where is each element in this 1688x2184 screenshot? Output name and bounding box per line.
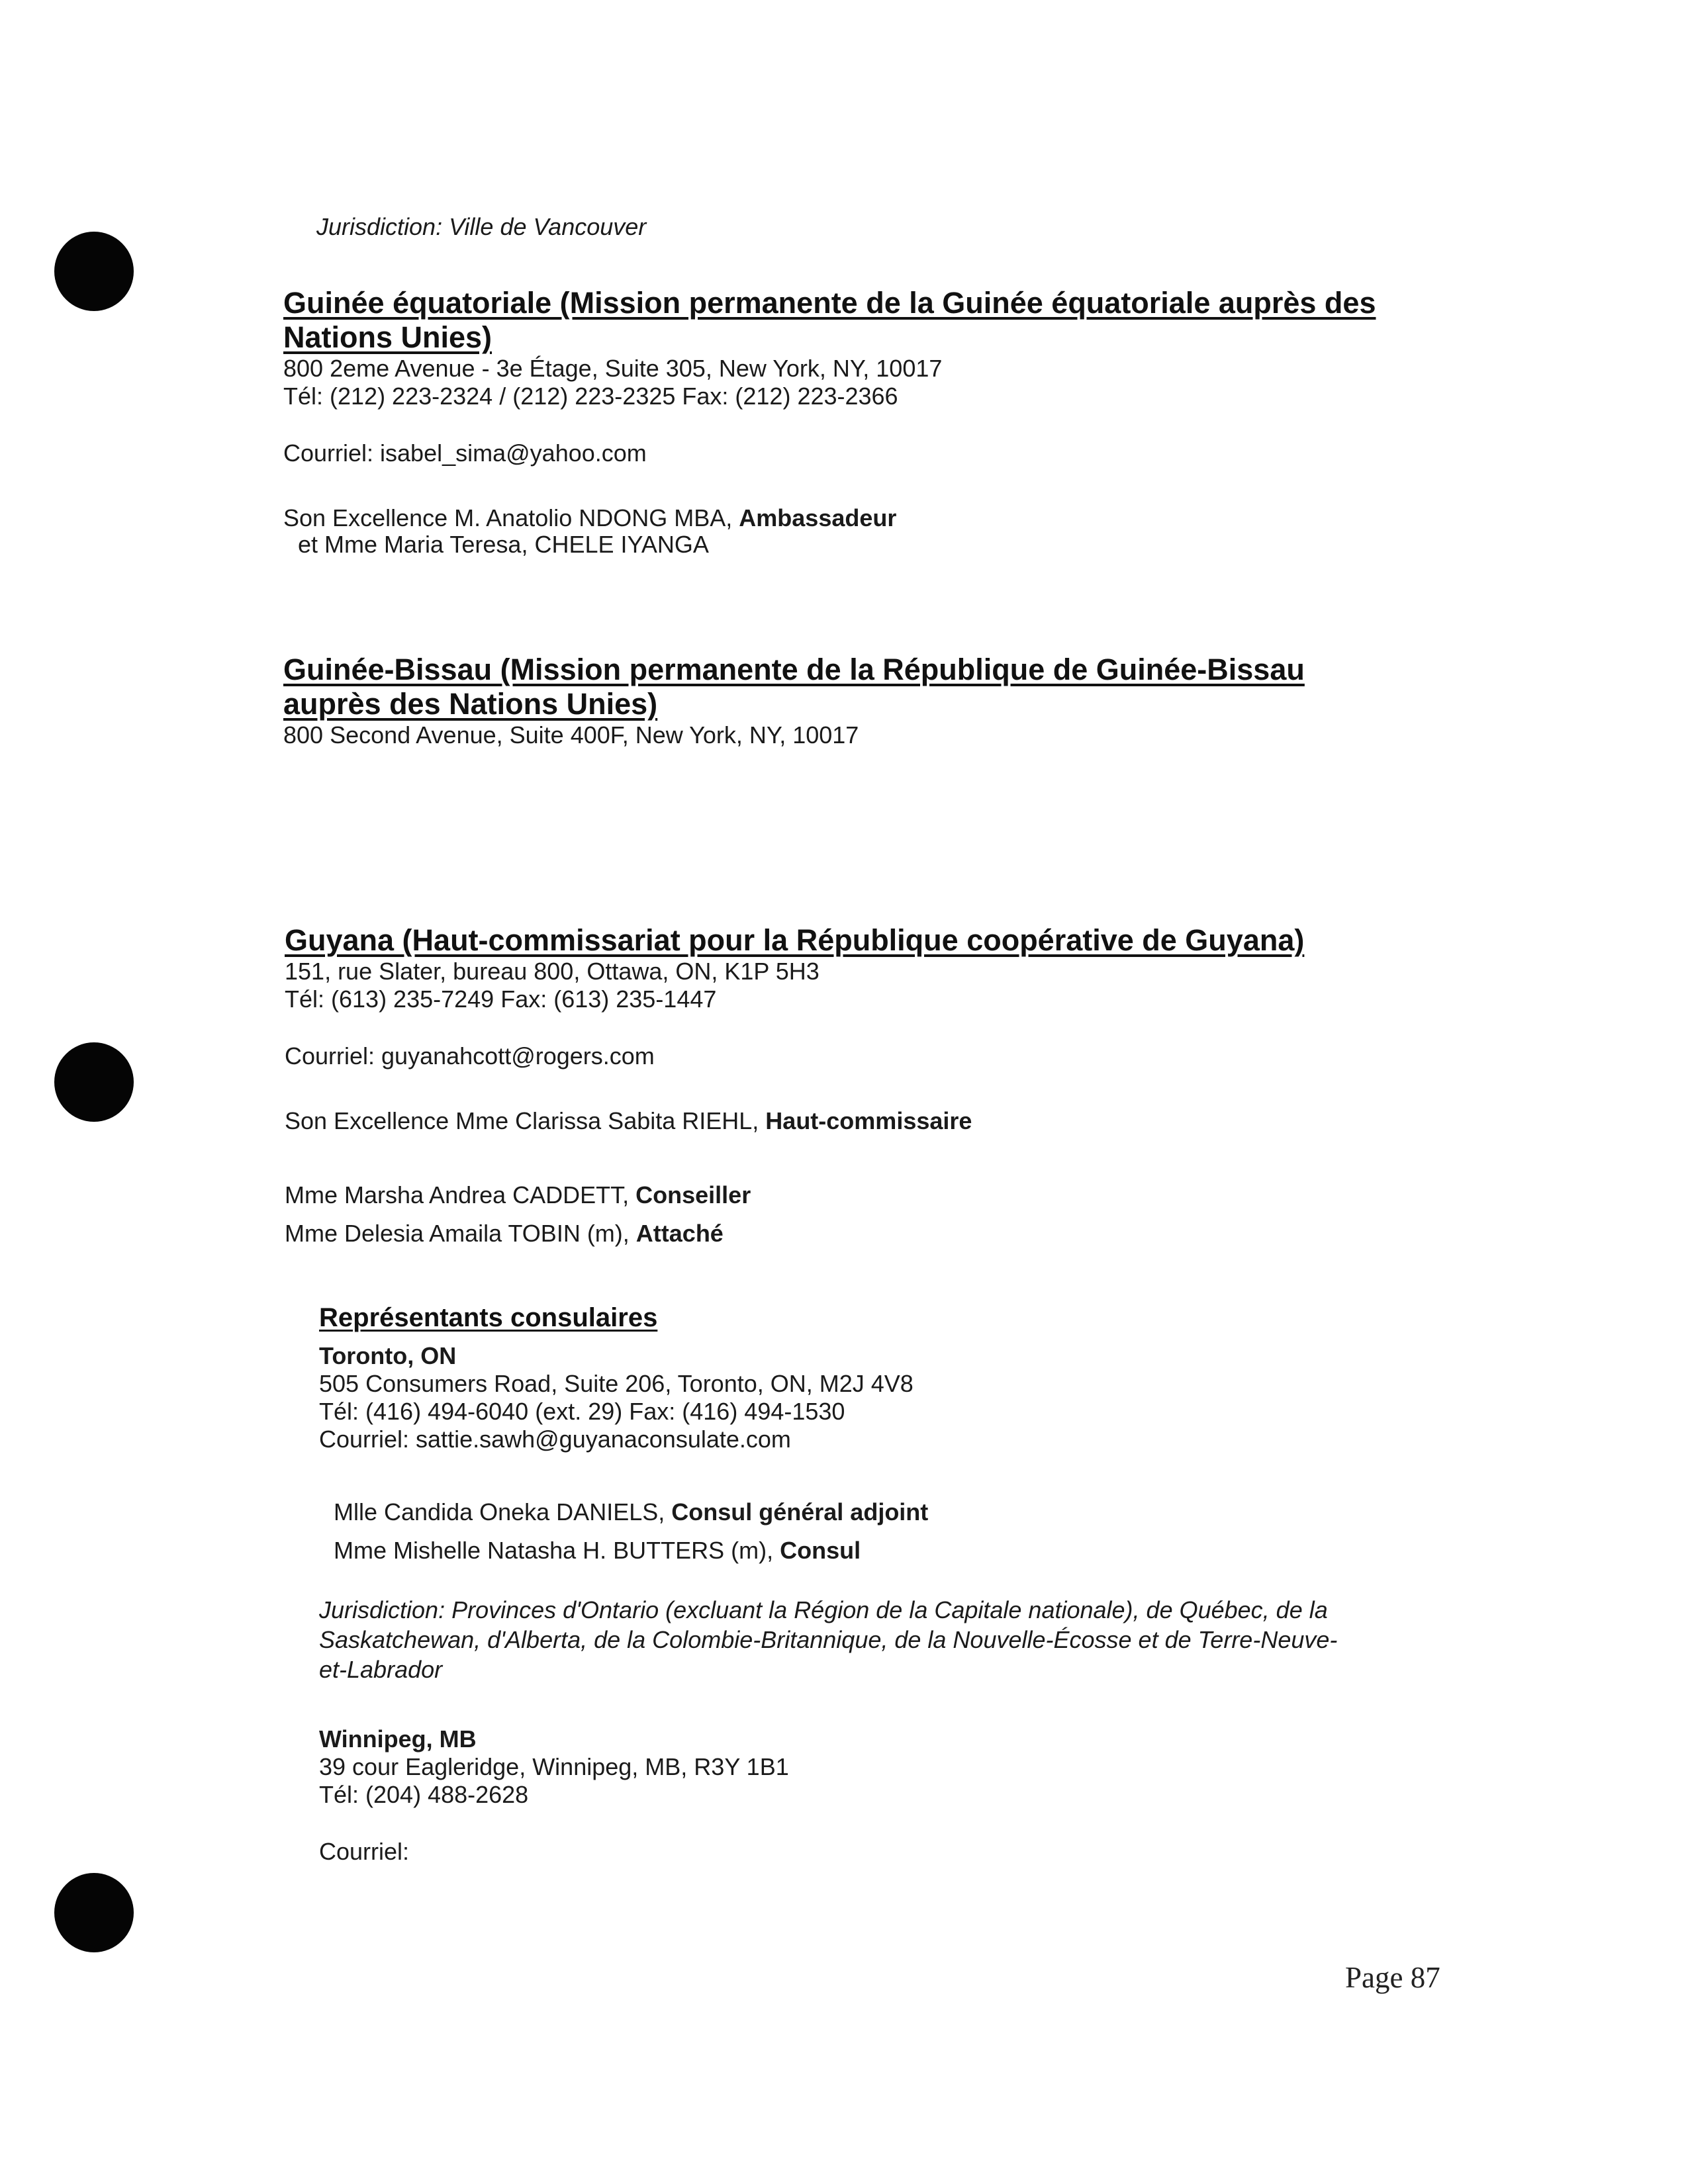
address: 151, rue Slater, bureau 800, Ottawa, ON, K1P 5H3 [285,958,820,985]
entry-heading [283,286,1442,355]
heading-line: Guinée-Bissau (Mission permanente de la République de Guinée-Bissau [283,653,1305,686]
person-title: Ambassadeur [739,504,897,531]
heading-line: Nations Unies) [283,320,492,354]
consular-section [319,1302,1444,1866]
office-email: Courriel: [319,1838,410,1865]
entry-heading [283,653,1442,721]
person-title: Haut-commissaire [765,1107,972,1134]
person-title: Conseiller [635,1181,751,1208]
top-jurisdiction: Jurisdiction: Ville de Vancouver [316,213,647,240]
office-phone-fax: Tél: (416) 494-6040 (ext. 29) Fax: (416) 494-1530 [319,1398,845,1425]
person-title: Consul général adjoint [671,1498,929,1525]
person-name: Son Excellence M. Anatolio NDONG MBA, [283,504,739,531]
consular-office-winnipeg [319,1725,1444,1866]
office-address: 39 cour Eagleridge, Winnipeg, MB, R3Y 1B1 [319,1753,789,1780]
person-name: Mme Marsha Andrea CADDETT, [285,1181,636,1208]
person-name: Son Excellence Mme Clarissa Sabita RIEHL, [285,1107,766,1134]
heading-line: auprès des Nations Unies) [283,687,658,721]
consular-office-toronto [319,1342,1444,1684]
binder-hole-middle [54,1042,134,1122]
person-title: Attaché [635,1220,724,1247]
office-phone: Tél: (204) 488-2628 [319,1781,529,1808]
entry-guinee-equatoriale [283,286,1442,559]
person-name: Mme Mishelle Natasha H. BUTTERS (m), [334,1537,780,1564]
entry-heading [285,923,1443,958]
jurisdiction-line: Saskatchewan, d'Alberta, de la Colombie-Britannique, de la Nouvelle-Écosse et de Terre-Neuve- [319,1626,1338,1653]
address: 800 2eme Avenue - 3e Étage, Suite 305, New York, NY, 10017 [283,355,943,382]
jurisdiction-line: et-Labrador [319,1656,443,1683]
person [285,1220,1443,1248]
office-jurisdiction [319,1595,1444,1684]
person [319,1537,1444,1565]
person [283,531,1442,559]
heading-line: Guyana (Haut-commissariat pour la République coopérative de Guyana) [285,923,1305,957]
person [283,504,1442,532]
heading-line: Guinée équatoriale (Mission permanente de la Guinée équatoriale auprès des [283,286,1376,320]
jurisdiction-line: Jurisdiction: Provinces d'Ontario (excluant la Région de la Capitale nationale), de Québec, de la [319,1596,1328,1623]
person [285,1181,1443,1209]
phone-fax: Tél: (212) 223-2324 / (212) 223-2325 Fax: (212) 223-2366 [283,383,898,410]
person-title: Consul [780,1537,861,1564]
person-name: et Mme Maria Teresa, CHELE IYANGA [298,531,709,558]
office-email: Courriel: sattie.sawh@guyanaconsulate.com [319,1426,791,1453]
person-name: Mme Delesia Amaila TOBIN (m), [285,1220,636,1247]
address: 800 Second Avenue, Suite 400F, New York, NY, 10017 [283,721,859,749]
entry-guyana [285,923,1443,1248]
office-city: Winnipeg, MB [319,1725,477,1752]
phone-fax: Tél: (613) 235-7249 Fax: (613) 235-1447 [285,985,717,1013]
binder-hole-top [54,232,134,311]
office-city: Toronto, ON [319,1342,457,1369]
email: Courriel: guyanahcott@rogers.com [285,1042,655,1069]
email: Courriel: isabel_sima@yahoo.com [283,439,647,467]
person [319,1498,1444,1526]
person-name: Mlle Candida Oneka DANIELS, [334,1498,672,1525]
person [285,1107,1443,1135]
binder-hole-bottom [54,1873,134,1952]
consular-heading: Représentants consulaires [319,1303,658,1332]
office-address: 505 Consumers Road, Suite 206, Toronto, ON, M2J 4V8 [319,1370,914,1397]
page-number: Page 87 [1345,1961,1440,1994]
entry-guinee-bissau [283,653,1442,749]
